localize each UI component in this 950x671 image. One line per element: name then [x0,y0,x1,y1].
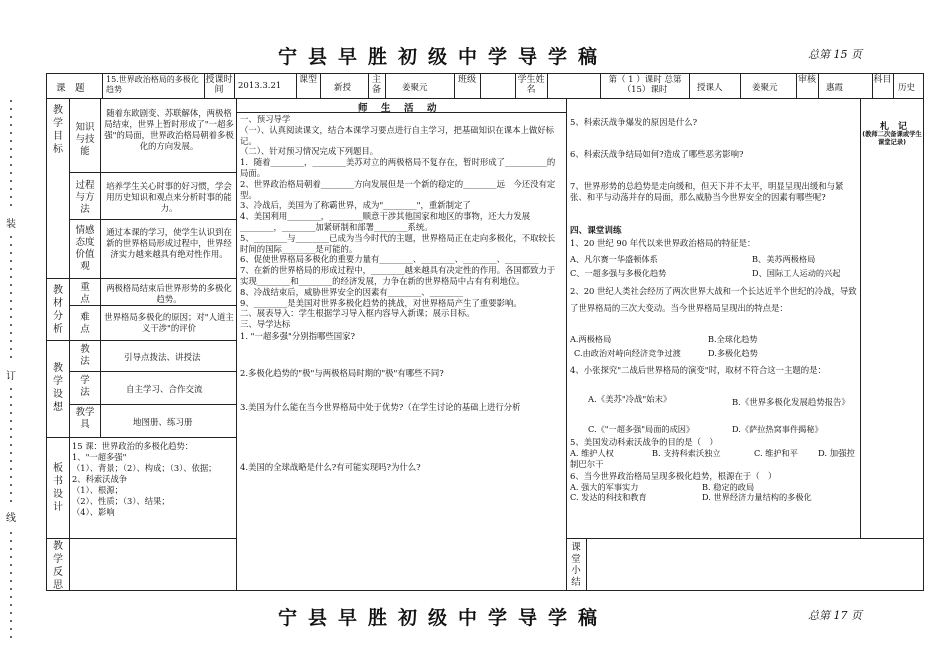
tools-text: 地图册、练习册 [133,418,193,428]
binding-dot [10,444,12,446]
method-label: 教法 [80,344,90,367]
binding-dot [10,260,12,262]
exercise-5-option-a: A. 维护人权 [570,448,614,458]
preview-line: 3、冷战后，美国为了称霸世界，成为"________"，重新制定了 [240,200,471,211]
binding-dot [10,468,12,470]
teacher-label: 授课人 [697,83,723,93]
exercise-4-option-a: A.《美苏"冷战"始末》 [588,394,672,404]
binding-dot [10,460,12,462]
binding-xian: 线 [6,513,16,524]
process-text: 培养学生关心时事的好习惯，学会用历史知识和观点来分析时事的能力。 [106,181,232,213]
binding-dot [10,572,12,574]
binding-dot [10,404,12,406]
training-heading: 四、课堂训练 [570,226,622,236]
binding-dot [10,164,12,166]
notes-subtitle: (教师二次备课或学生课堂记录) [862,131,922,146]
preview-line: 1．随着________，________美苏对立的两极格局不复存在，暂时形成了__________的局面。 [240,157,556,178]
binding-dot [10,148,12,150]
binding-dot [10,492,12,494]
exercise-4-option-c: C.《"一超多强"局面的成因》 [588,424,695,434]
preview-line: （二）、针对预习情况完成下列题目。 [240,146,379,157]
exercise-4: 4、小张探究"二战后世界格局的演变"时，取材不符合这一主题的是： [570,365,826,375]
question-4: 4.美国的全球战略是什么?有可能实现吗?为什么? [240,462,421,472]
binding-dot [10,396,12,398]
preview-line: （一）、认真阅读课文，结合本课学习要点进行自主学习，把基础知识在课本上做好标记。 [240,124,555,146]
binding-dot [10,300,12,302]
key-text: 两极格局结束后世界形势的多极化趋势。 [106,283,232,304]
preview-line: 2、世界政治格局朝着________方向发展但是一个新的稳定的________远 今还没有定型。 [240,178,556,200]
learn-text: 自主学习、合作交流 [126,385,203,395]
teacher-value: 姜聚元 [752,83,778,93]
binding-dot [10,580,12,582]
reflect-label: 教学反思 [53,541,63,591]
exercise-1-option-c: C、一超多强与多极化趋势 [570,268,667,278]
type-label: 课型 [298,75,317,85]
question-3: 3.美国为什么能在当今世界格局中处于优势?（在学生讨论的基础上进行分析 [240,402,521,412]
binding-dot [10,628,12,630]
preview-line: 6、促使世界格局多极化的重要力量有________、________、________、________ [240,254,539,265]
period-label: 第（ 1 ）课时 总第（15）课时 [608,75,682,95]
binding-dot [10,588,12,590]
board-line: （1）、背景；（2）、构成；（3）、依据； [72,463,217,473]
binding-dot [10,348,12,350]
exercise-1: 1、20 世纪 90 年代以来世界政治格局的特征是： [570,238,756,248]
preview-line: 8、冷战结束后，威胁世界安全的因素有________、________ [240,286,464,297]
board-label: 板书设计 [53,463,63,513]
analysis-label: 教材分析 [53,285,63,335]
binding-dot [10,484,12,486]
binding-dot [10,452,12,454]
tools-label: 教学具 [75,407,95,430]
binding-dot [10,420,12,422]
binding-dot [10,436,12,438]
binding-dot [10,252,12,254]
student-label: 学生姓名 [517,75,545,95]
exercise-2-option-b: B.全球化趋势 [708,334,758,344]
preview-line: 4、美国利用________，________顺意干涉其他国家和地区的事物，还大力发展________，________加紧研制和部署________系统。 [240,211,531,232]
prep-value: 姜聚元 [402,83,428,93]
exercise-5-option-c: C. 维护和平 [754,448,798,458]
course-label: 课 题 [56,83,85,94]
page-title: 宁县早胜初级中学导学稿 [278,46,609,68]
preview-line: 二、展表导入：学生根据学习导入框内容导入新课；展示目标。 [240,308,475,319]
binding-dot [10,108,12,110]
knowledge-label: 知识与技能 [75,122,95,157]
board-line: 15 课：世界政治的多极化趋势： [72,441,194,451]
knowledge-text: 随着东欧剧变、苏联解体，两极格局结束，世界上暂时形成了"一超多强"的局面，世界政治格局朝着多极化的方向发展。 [104,108,234,151]
exercise-5-option-b: B. 支持科索沃独立 [652,448,721,458]
exercise-2-option-c: C.由政治对峙向经济竞争过渡 [574,348,681,358]
preview-section [240,114,562,330]
review-label: 审核 [797,75,816,85]
binding-dot [10,172,12,174]
subject-value: 历史 [898,83,916,93]
binding-dot [10,476,12,478]
learn-label: 学法 [80,375,90,398]
binding-dot [10,236,12,238]
process-label: 过程与方法 [75,180,95,215]
exercise-1-option-d: D、国际工人运动的兴起 [752,268,841,278]
subject-label: 科目 [873,75,892,85]
binding-dot [10,276,12,278]
exercise-5: 5、美国发动科索沃战争的目的是（ ） [570,437,718,447]
binding-dot [10,412,12,414]
binding-dot [10,308,12,310]
binding-dot [10,116,12,118]
page-number-top: 总第 15 页 [808,48,862,61]
course-value: 15.世界政治格局的多极化趋势 [106,75,199,94]
preview-line: 7、在新的世界格局的形成过程中，________越来越具有决定性的作用。各国都致力于实现________和________的经济发展，力争在新的世界格局中占有有利地位。 [240,265,556,286]
exercise-2: 2、20 世纪人类社会经历了两次世界大战和一个长达近半个世纪的冷战，导致了世界格局的三次大变动。当今世界格局呈现出的特点是： [570,286,857,313]
page-title-bottom: 宁县早胜初级中学导学稿 [278,607,609,629]
design-label: 教学设想 [53,363,63,413]
binding-dot [10,532,12,534]
binding-dot [10,196,12,198]
goals-label: 教学目标 [53,105,63,155]
question-6: 6、科索沃战争结局如何?造成了哪些恶劣影响? [570,149,744,159]
class-label: 班级 [457,75,476,85]
binding-dot [10,292,12,294]
preview-line: 9、________是美国对世界多极化趋势的挑战，对世界格局产生了重要影响。 [240,297,522,308]
binding-dot [10,204,12,206]
binding-dot [10,540,12,542]
board-line: （4）、影响 [72,507,115,517]
binding-dot [10,340,12,342]
question-1: 1. "一超多强"分别指哪些国家? [240,331,355,341]
binding-dot [10,324,12,326]
exercise-6-option-a: A. 强大的军事实力 [570,482,639,492]
method-text: 引导点拨法、讲授法 [124,353,201,363]
binding-dot [10,388,12,390]
binding-dot [10,188,12,190]
binding-dot [10,612,12,614]
date-value: 2013.3.21 [238,81,282,91]
prep-label: 主备 [371,75,381,95]
exercise-5-option-d: D. 加强控制巴尔干 [570,448,855,469]
board-line: 2、科索沃战争 [72,474,128,484]
board-design [72,441,234,518]
exercise-2-option-d: D.多极化趋势 [708,348,758,358]
emotion-text: 通过本课的学习，使学生认识到在新的世界格局形成过程中，世界经济实力越来越具有绝对性作用。 [106,227,232,259]
hard-label: 难点 [80,312,90,335]
type-value: 新授 [334,83,352,93]
question-2: 2.多极化趋势的"极"与两极格局时期的"极"有哪些不同? [240,368,444,378]
exercise-6-option-d: D. 世界经济力量结构的多极化 [702,492,812,502]
board-line: 1、"一超多强" [72,452,127,462]
board-line: （1）、根源； [72,485,123,495]
review-value: 惠霞 [826,83,844,93]
exercise-2-option-a: A.两极格局 [570,334,612,344]
binding-dot [10,596,12,598]
binding-dot [10,100,12,102]
binding-dot [10,268,12,270]
binding-dot [10,604,12,606]
summary-label: 课堂小结 [571,542,581,588]
binding-dot [10,620,12,622]
exercise-4-option-d: D.《萨拉热窝事件揭秘》 [732,424,823,434]
board-line: （2）、性质；（3）、结果； [72,496,170,506]
binding-ding: 订 [6,371,16,382]
question-7: 7、世界形势的总趋势是走向缓和，但天下并不太平，明显呈现出缓和与紧张、和平与动荡并存的局面，那么威胁当今世界安全的因素有哪些呢? [570,181,844,202]
binding-dot [10,356,12,358]
binding-dot [10,180,12,182]
hard-text: 世界格局多极化的原因；对"人道主义干涉"的评价 [104,312,234,333]
preview-line: 三、导学达标 [240,319,291,330]
binding-dot [10,156,12,158]
date-label: 授课时间 [205,75,233,95]
question-5: 5、科索沃战争爆发的原因是什么? [570,117,698,127]
emotion-label: 情感态度价值观 [75,225,95,272]
exercise-1-option-b: B、美苏两极格局 [752,254,816,264]
exercise-6-option-c: C. 发达的科技和教育 [570,492,647,502]
binding-dot [10,636,12,638]
exercise-6-option-b: B. 稳定的政局 [702,482,755,492]
binding-dot [10,556,12,558]
binding-dot [10,124,12,126]
binding-dot [10,284,12,286]
binding-dot [10,244,12,246]
exercise-4-option-b: B.《世界多极化发展趋势报告》 [732,397,850,407]
binding-dot [10,132,12,134]
page-number-bottom: 总第 17 页 [808,609,862,622]
binding-zhuang: 装 [6,219,16,230]
binding-dot [10,332,12,334]
binding-dot [10,316,12,318]
preview-line: 5、________与________已成为当今时代的主题，世界格局正在走向多极化，不取较长时间的国际________是可能的。 [240,232,556,254]
preview-line: 一、预习导学 [240,114,291,124]
exercise-6: 6、当今世界政治格局呈现多极化趋势，根源在于（ ） [570,471,777,481]
binding-dot [10,564,12,566]
key-label: 重点 [80,282,90,305]
exercise-1-option-a: A、凡尔赛一华盛顿体系 [570,254,658,264]
binding-dot [10,428,12,430]
binding-dot [10,548,12,550]
binding-dot [10,500,12,502]
activities-heading: 师 生 活 动 [358,103,439,114]
binding-dot [10,140,12,142]
notes-title: 札 记 [880,122,908,132]
